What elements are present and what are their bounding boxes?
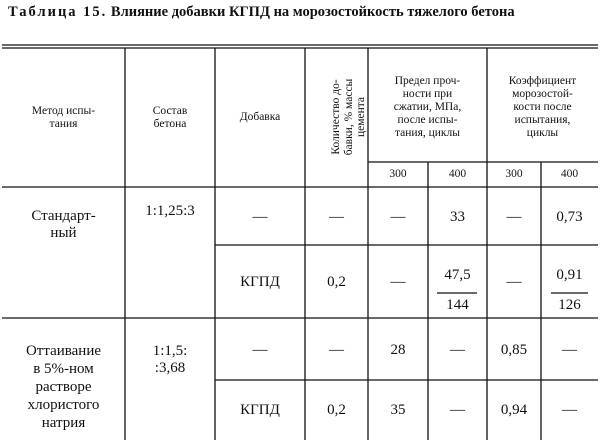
table-title: Влияние добавки КГПД на морозостойкость тяжелого бетона xyxy=(110,4,515,20)
header-cycle-s400: 400 xyxy=(448,168,467,180)
g1r2-k400-sub: 126 xyxy=(558,296,581,313)
header-method: Метод испы- тания xyxy=(31,104,96,130)
group2-composition: 1:1,5: :3,68 xyxy=(152,343,188,376)
g1r2-amount: 0,2 xyxy=(327,273,346,290)
header-coefficient: Коэффициент морозостой- кости после испытания, циклы xyxy=(508,75,577,139)
g2r1-k400: — xyxy=(562,341,577,358)
g1r2-s400-sub: 144 xyxy=(446,296,469,313)
g1r1-amount: — xyxy=(329,209,344,225)
g2r2-s400: — xyxy=(450,401,465,418)
group2-method: Оттаивание в 5%-ном растворе хлористого натрия xyxy=(25,343,102,431)
g1r2-s300: — xyxy=(390,273,406,290)
group1-composition: 1:1,25:3 xyxy=(145,202,195,219)
g1r1-additive: — xyxy=(252,209,268,225)
g1r2-k300: — xyxy=(506,273,522,290)
header-additive: Добавка xyxy=(239,111,281,123)
header-cycle-k400: 400 xyxy=(560,168,579,180)
g2r2-k300: 0,94 xyxy=(500,401,528,418)
table-number: Таблица 15. xyxy=(8,4,108,20)
g1r2-k400: 0,91 xyxy=(556,266,583,283)
g1r1-k400: 0,73 xyxy=(556,209,583,225)
header-cycle-k300: 300 xyxy=(505,168,523,180)
header-composition: Состав бетона xyxy=(152,104,188,130)
g2r1-additive: — xyxy=(252,341,268,358)
group1-method: Стандарт- ный xyxy=(31,208,96,241)
g1r2-additive: КГПД xyxy=(240,273,280,290)
g1r1-k300: — xyxy=(506,209,522,225)
g2r2-k400: — xyxy=(562,401,577,418)
g1r1-s400: 33 xyxy=(450,209,465,225)
g2r2-s300: 35 xyxy=(390,401,406,418)
g2r1-s400: — xyxy=(450,341,465,358)
g2r2-amount: 0,2 xyxy=(327,401,346,418)
g1r2-s400: 47,5 xyxy=(444,266,471,283)
g2r1-k300: 0,85 xyxy=(500,341,528,358)
g2r1-amount: — xyxy=(329,341,344,358)
g2r2-additive: КГПД xyxy=(240,401,280,418)
header-amount: Количество до- бавки, % массы цемента xyxy=(330,78,367,156)
header-strength: Предел проч- ности при сжатии, МПа, после испы- тания, циклы xyxy=(393,75,462,139)
g1r1-s300: — xyxy=(390,209,406,225)
g2r1-s300: 28 xyxy=(390,341,406,358)
header-cycle-s300: 300 xyxy=(389,168,407,180)
